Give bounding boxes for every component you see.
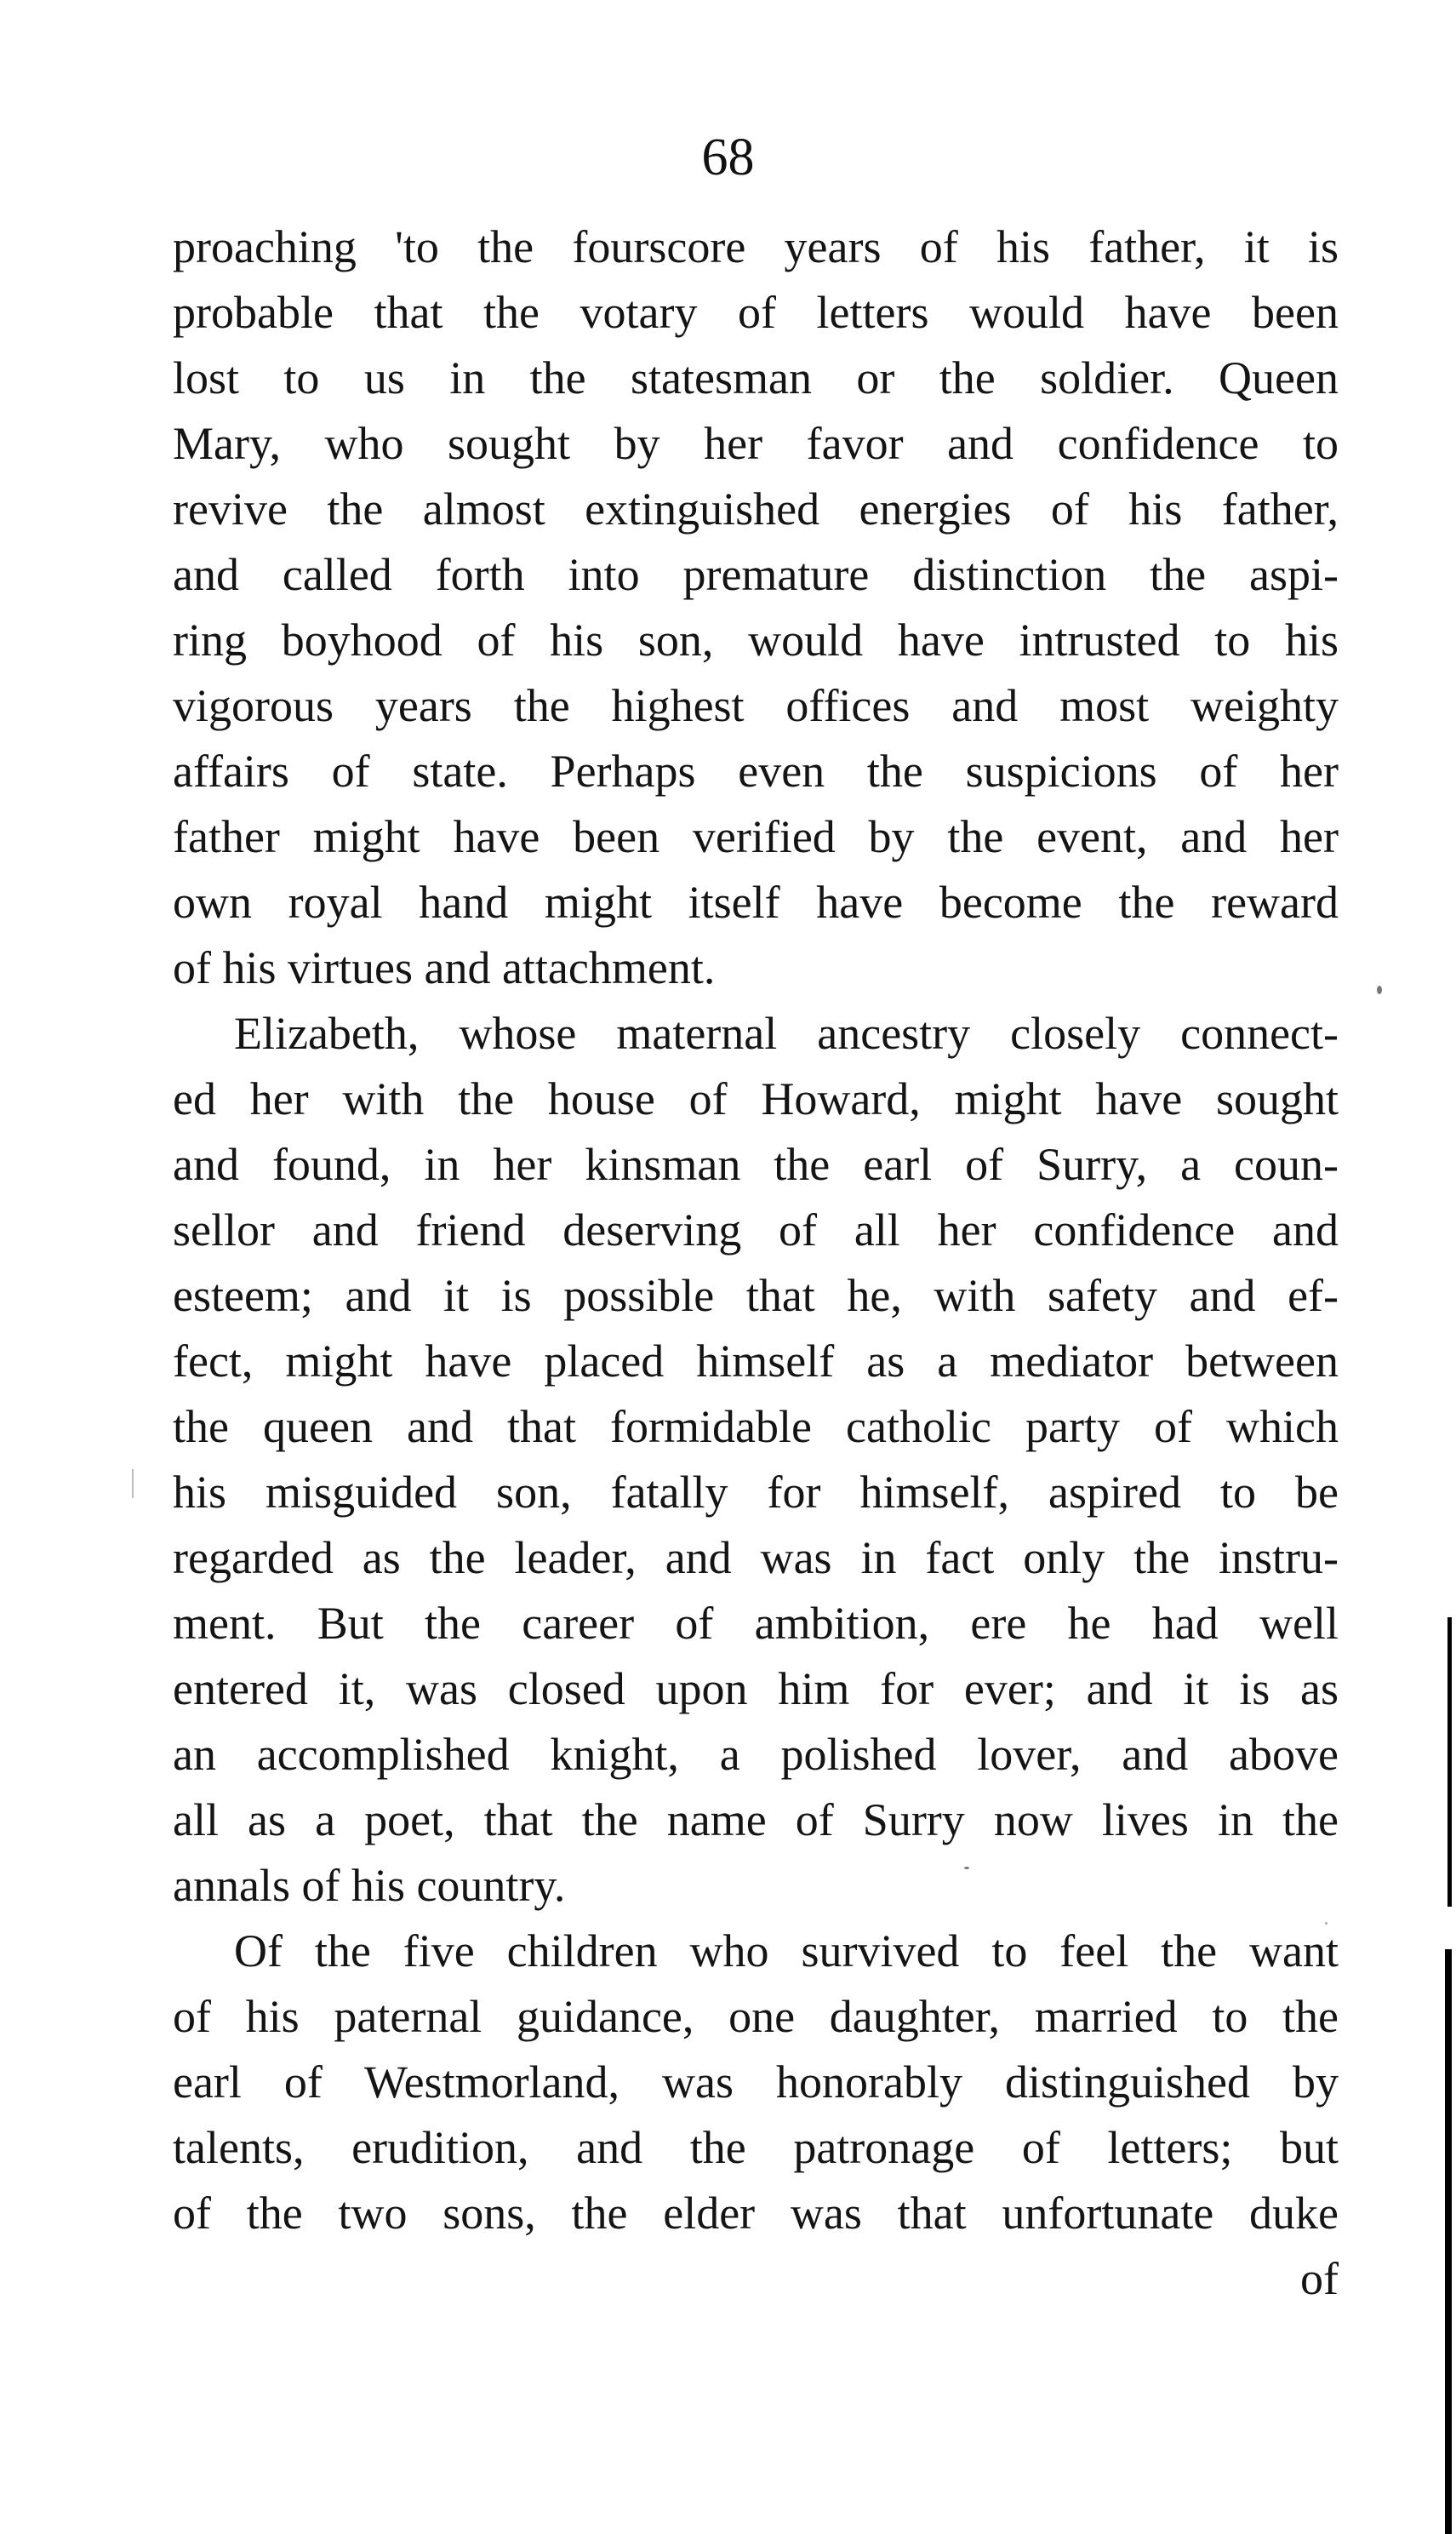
text-line: Of the five children who survived to feel the want	[234, 1925, 1339, 1976]
page-number: 68	[701, 129, 755, 186]
text-line: entered it, was closed upon him for ever; and it is as	[173, 1663, 1339, 1714]
text-line: of his virtues and attachment.	[173, 942, 716, 993]
text-line: esteem; and it is possible that he, with safety and ef-	[173, 1270, 1339, 1321]
text-line: Mary, who sought by her favor and confidence to	[173, 418, 1339, 469]
text-line: ment. But the career of ambition, ere he had well	[173, 1598, 1339, 1649]
text-line: lost to us in the statesman or the soldier. Queen	[173, 352, 1339, 403]
text-line: and found, in her kinsman the earl of Surry, a coun-	[173, 1139, 1339, 1190]
text-line: sellor and friend deserving of all her confidence and	[173, 1204, 1339, 1256]
paragraph-1	[173, 215, 1339, 1001]
text-line: ring boyhood of his son, would have intrusted to his	[173, 615, 1339, 666]
text-line: the queen and that formidable catholic party of which	[173, 1401, 1339, 1452]
text-line: and called forth into premature distinction the aspi-	[173, 549, 1339, 600]
text-line: vigorous years the highest offices and most weighty	[173, 680, 1339, 731]
ink-speck	[964, 1867, 969, 1869]
paragraph-3	[173, 1919, 1339, 2246]
text-line: own royal hand might itself have become the reward	[173, 877, 1339, 928]
paragraph-2	[173, 1001, 1339, 1919]
catchword: of	[1300, 2253, 1339, 2304]
ink-speck	[132, 1469, 134, 1498]
ink-speck	[1377, 986, 1382, 994]
text-line: of the two sons, the elder was that unfortunate duke	[173, 2188, 1339, 2239]
text-line: father might have been verified by the event, and her	[173, 811, 1339, 862]
text-line: Elizabeth, whose maternal ancestry closely connect-	[234, 1008, 1339, 1059]
text-line: affairs of state. Perhaps even the suspicions of her	[173, 746, 1339, 797]
scan-edge-mark	[1445, 1949, 1452, 2534]
text-line: probable that the votary of letters would have been	[173, 287, 1339, 338]
text-line: regarded as the leader, and was in fact only the instru-	[173, 1532, 1339, 1583]
text-line: talents, erudition, and the patronage of letters; but	[173, 2122, 1339, 2173]
text-line: fect, might have placed himself as a mediator between	[173, 1336, 1339, 1387]
text-line: annals of his country.	[173, 1860, 566, 1911]
text-line: revive the almost extinguished energies of his father,	[173, 483, 1339, 535]
text-line: of his paternal guidance, one daughter, married to the	[173, 1991, 1339, 2042]
text-line: ed her with the house of Howard, might have sought	[173, 1073, 1339, 1124]
ink-speck	[1325, 1922, 1328, 1925]
body-text	[173, 215, 1339, 2312]
text-line: his misguided son, fatally for himself, aspired to be	[173, 1467, 1339, 1518]
text-line: an accomplished knight, a polished lover, and above	[173, 1729, 1339, 1780]
scan-edge-mark	[1447, 1617, 1452, 1907]
text-line: earl of Westmorland, was honorably distinguished by	[173, 2056, 1339, 2108]
text-line: all as a poet, that the name of Surry now lives in the	[173, 1794, 1339, 1845]
text-line: proaching 'to the fourscore years of his father, it is	[173, 221, 1339, 272]
